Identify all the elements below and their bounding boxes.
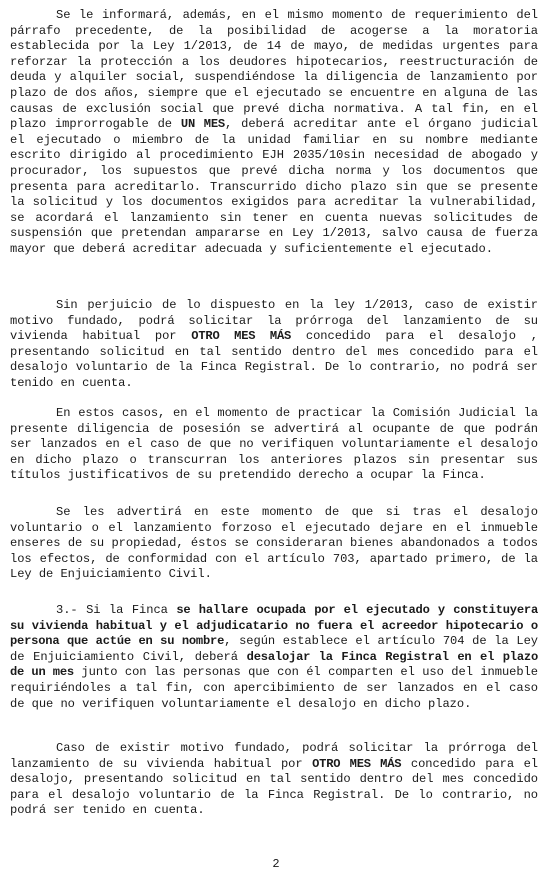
text-run: , según establece el artículo 704 de la Ley de Enjuiciamiento Civil, deberá [10,634,538,664]
paragraph-comision-judicial [10,406,538,484]
text-run: concedido para el desalojo, presentando solicitud en tal sentido dentro del mes concedido para el desalojo voluntario de la Finca Registral. De lo contrario, no podrá ser tenido en cuenta. [10,756,538,818]
text-run: Sin perjuicio de lo dispuesto en la ley 1/2013, caso de existir motivo fundado, podrá solicitar la prórroga del lanzamiento de su vivienda habitual por [10,298,538,344]
paragraph-prorroga-otro-mes [10,741,538,819]
bold-text-run: OTRO MES MÁS [312,756,402,771]
bold-text-run: desalojar la Finca Registral en el plazo de un mes [10,649,538,680]
bold-text-run: OTRO MES MÁS [191,329,292,344]
text-run: Caso de existir motivo fundado, podrá solicitar la prórroga del lanzamiento de su vivienda habitual por [10,741,538,771]
page-number: 2 [272,857,280,871]
bold-text-run: UN MES [180,117,225,132]
paragraph-prorroga-ley-1-2013 [10,298,538,392]
bold-text-run: se hallare ocupada por el ejecutado y constituyera su vivienda habitual y el adjudicatario no fuera el acreedor hipotecario o persona que actúe en su nombre [10,603,538,649]
text-run: junto con las personas que con él comparten el uso del inmueble requiriéndoles a tal fin, con apercibimiento de ser lanzados en el caso de que no verifiquen voluntariamente el desalojo en dicho plazo. [10,665,538,711]
paragraph-finca-ocupada [10,603,538,712]
text-run: Se les advertirá en este momento de que si tras el desalojo voluntario o el lanzamiento forzoso el ejecutado dejare en el inmueble enseres de su propiedad, éstos se consideraran bienes abandonados a todos los efectos, de conformidad con el artículo 703, apartado primero, de la Ley de Enjuiciamiento Civil. [10,505,538,582]
text-run: 3.- Si la Finca [56,603,177,617]
paragraph-moratoria-notice [10,8,538,258]
text-run: En estos casos, en el momento de practicar la Comisión Judicial la presente diligencia de posesión se advertirá al ocupante de que podrán ser lanzados en el caso de que no verifiquen voluntariamente el desalojo en dicho plazo o transcurran los anteriores plazos sin presentar sus títulos justificativos de su pretendido derecho a ocupar la Finca. [10,406,538,483]
paragraph-bienes-abandonados [10,505,538,583]
text-run: , deberá acreditar ante el órgano judicial el ejecutado o miembro de la unidad familiar en su nombre mediante escrito dirigido al procedimiento EJH 2035/10sin necesidad de abogado y procurador, los supuestos que prevé dicha norma y los documentos que presenta para acreditarlo. Transcurrido dicho plazo sin que se presente la solicitud y los documentos exigidos para acreditar la vulnerabilidad, se acordará el lanzamiento sin tener en cuenta nuevas solicitudes de suspensión que pretendan ampararse en Ley 1/2013, salvo causa de fuerza mayor que deberá acreditar adecuada y suficientemente el ejecutado. [10,117,538,256]
text-run: concedido para el desalojo , presentando solicitud en tal sentido dentro del mes concedido para el desalojo voluntario de la Finca Registral. De lo contrario, no podrá ser tenido en cuenta. [10,329,538,390]
text-run: Se le informará, además, en el mismo momento de requerimiento del párrafo precedente, de la posibilidad de acogerse a la moratoria establecida por la Ley 1/2013, de 14 de mayo, de medidas urgentes para reforzar la protección a los deudores hipotecarios, reestructuración de deuda y alquiler social, suspendiéndose la diligencia de lanzamiento por plazo de dos años, siempre que el ejecutado se encuentre en alguna de las causas de exclusión social que prevé dicha normativa. A tal fin, en el plazo improrrogable de [10,8,538,132]
